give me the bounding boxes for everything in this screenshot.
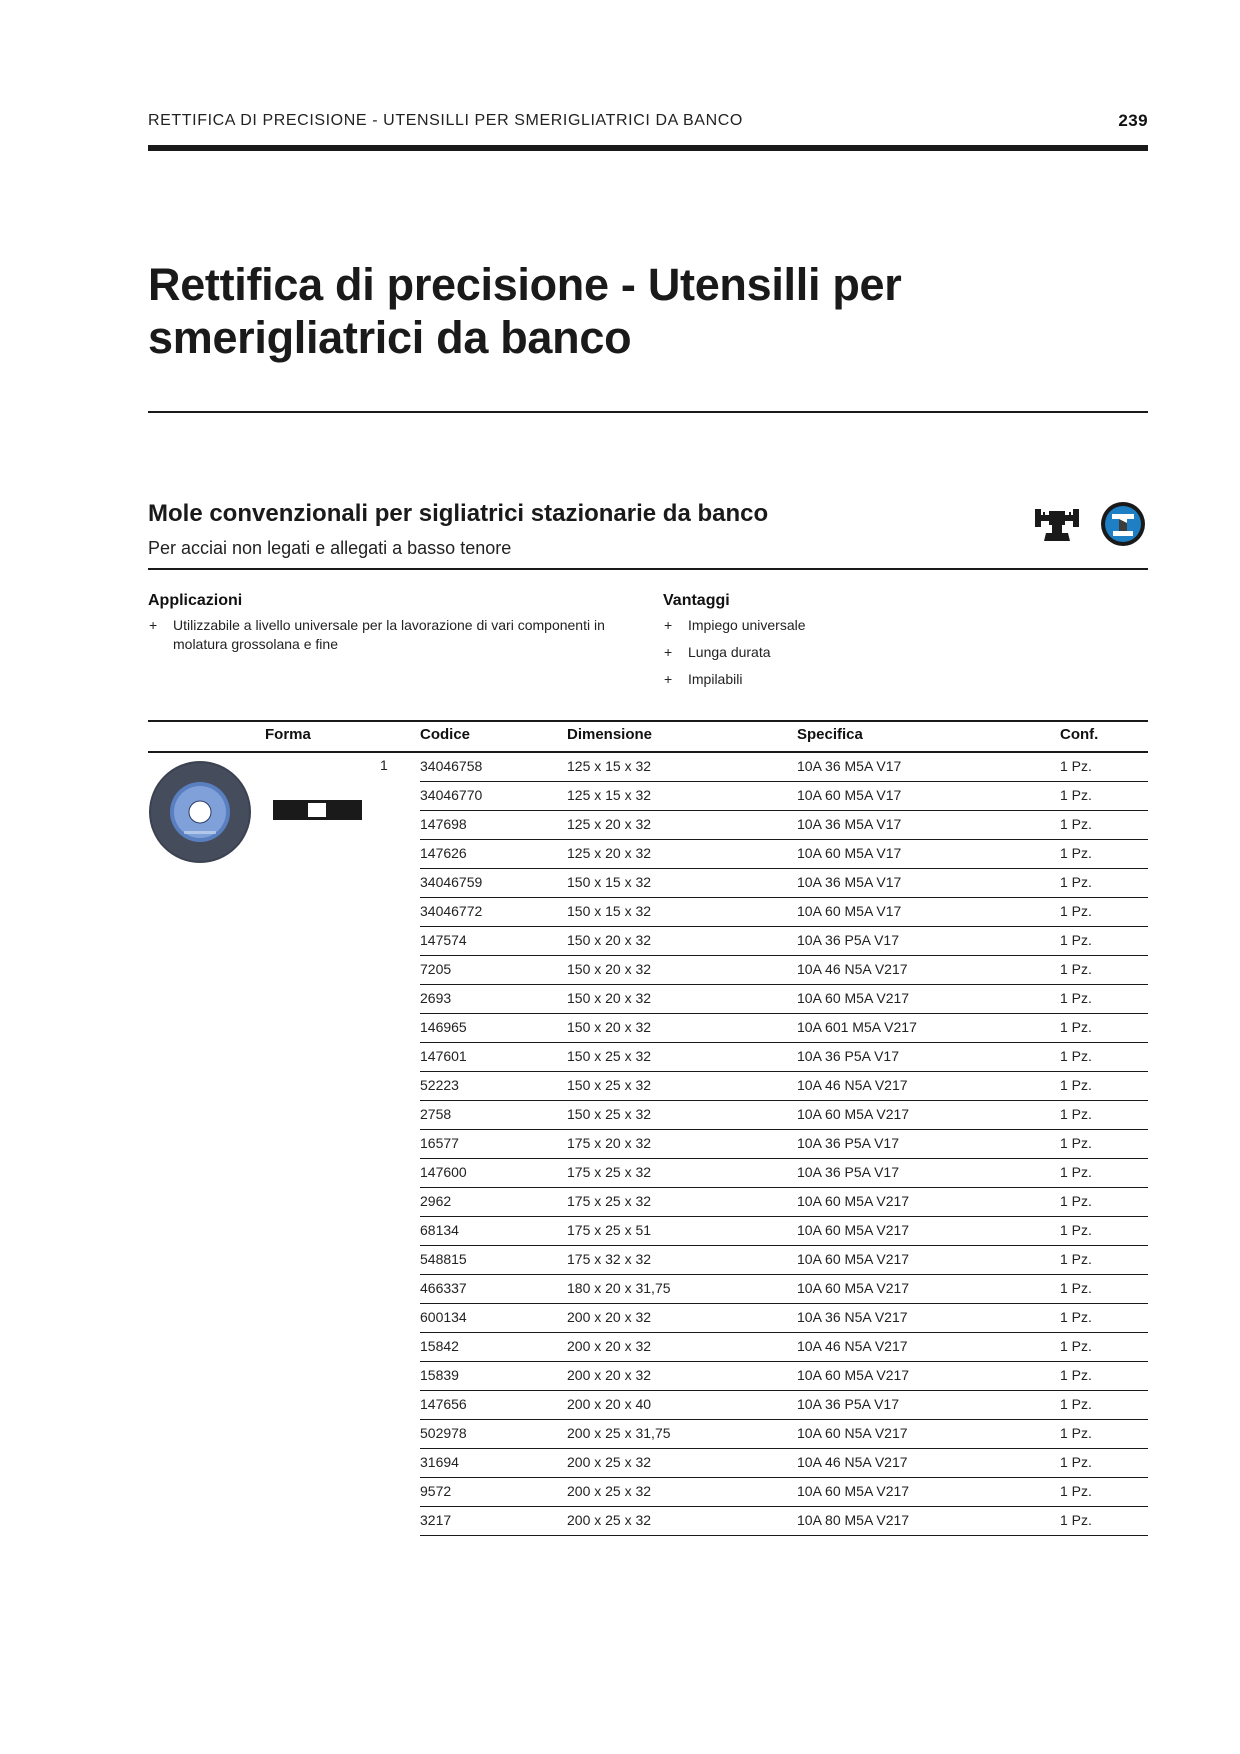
- cell-conf: 1 Pz.: [1060, 1338, 1092, 1354]
- cell-conf: 1 Pz.: [1060, 990, 1092, 1006]
- plus-icon: +: [664, 671, 673, 687]
- cell-codice: 147600: [420, 1164, 467, 1180]
- table-row: [420, 811, 1148, 840]
- cell-specifica: 10A 36 P5A V17: [797, 1135, 899, 1151]
- cell-dimensione: 150 x 20 x 32: [567, 932, 652, 948]
- cell-dimensione: 175 x 25 x 32: [567, 1164, 652, 1180]
- table-row: [420, 1420, 1148, 1449]
- cell-dimensione: 125 x 15 x 32: [567, 758, 652, 774]
- forma-number: 1: [380, 757, 388, 773]
- applicazioni-column: [148, 592, 638, 654]
- cell-conf: 1 Pz.: [1060, 903, 1092, 919]
- cell-specifica: 10A 60 M5A V17: [797, 845, 902, 861]
- table-row: [420, 840, 1148, 869]
- cell-codice: 16577: [420, 1135, 459, 1151]
- cell-dimensione: 150 x 25 x 32: [567, 1106, 652, 1122]
- table-row: [420, 1217, 1148, 1246]
- table-row: [420, 1014, 1148, 1043]
- cell-codice: 600134: [420, 1309, 467, 1325]
- plus-icon: +: [149, 617, 158, 633]
- cell-dimensione: 200 x 25 x 32: [567, 1483, 652, 1499]
- cell-conf: 1 Pz.: [1060, 1135, 1092, 1151]
- cell-dimensione: 200 x 25 x 32: [567, 1454, 652, 1470]
- bench-grinder-icon: [1034, 503, 1080, 543]
- cell-dimensione: 200 x 20 x 32: [567, 1367, 652, 1383]
- table-row: [420, 898, 1148, 927]
- cell-conf: 1 Pz.: [1060, 1193, 1092, 1209]
- cell-codice: 68134: [420, 1222, 459, 1238]
- cell-specifica: 10A 60 M5A V217: [797, 1222, 910, 1238]
- cell-conf: 1 Pz.: [1060, 1483, 1092, 1499]
- cell-codice: 147698: [420, 816, 467, 832]
- table-row: [420, 782, 1148, 811]
- cell-conf: 1 Pz.: [1060, 758, 1092, 774]
- running-header-title: RETTIFICA DI PRECISIONE - UTENSILLI PER SMERIGLIATRICI DA BANCO: [148, 112, 743, 129]
- cell-specifica: 10A 36 P5A V17: [797, 932, 899, 948]
- cell-specifica: 10A 36 M5A V17: [797, 758, 902, 774]
- cell-dimensione: 200 x 20 x 32: [567, 1309, 652, 1325]
- list-item-text: Impiego universale: [688, 617, 806, 633]
- header-codice: Codice: [420, 726, 471, 743]
- plus-icon: +: [664, 644, 673, 660]
- cell-codice: 34046758: [420, 758, 483, 774]
- cell-dimensione: 150 x 25 x 32: [567, 1077, 652, 1093]
- table-row: [420, 927, 1148, 956]
- cell-conf: 1 Pz.: [1060, 1367, 1092, 1383]
- header-specifica: Specifica: [797, 726, 863, 743]
- table-row: [420, 1130, 1148, 1159]
- table-row: [420, 1304, 1148, 1333]
- table-row: [420, 1449, 1148, 1478]
- cell-specifica: 10A 36 M5A V17: [797, 816, 902, 832]
- cell-conf: 1 Pz.: [1060, 1048, 1092, 1064]
- cell-specifica: 10A 36 N5A V217: [797, 1309, 908, 1325]
- cell-dimensione: 175 x 25 x 51: [567, 1222, 652, 1238]
- cell-codice: 466337: [420, 1280, 467, 1296]
- product-table-body: [420, 753, 1148, 1536]
- cell-specifica: 10A 46 N5A V217: [797, 961, 908, 977]
- cell-conf: 1 Pz.: [1060, 1425, 1092, 1441]
- cell-specifica: 10A 60 M5A V17: [797, 787, 902, 803]
- cell-codice: 52223: [420, 1077, 459, 1093]
- cell-dimensione: 200 x 20 x 32: [567, 1338, 652, 1354]
- table-top-rule: [148, 720, 1148, 722]
- cell-conf: 1 Pz.: [1060, 787, 1092, 803]
- cell-codice: 34046759: [420, 874, 483, 890]
- cell-dimensione: 125 x 20 x 32: [567, 816, 652, 832]
- list-item: [148, 616, 638, 654]
- cell-conf: 1 Pz.: [1060, 1222, 1092, 1238]
- cell-dimensione: 150 x 15 x 32: [567, 903, 652, 919]
- cell-codice: 147601: [420, 1048, 467, 1064]
- cell-conf: 1 Pz.: [1060, 1396, 1092, 1412]
- vantaggi-list: [663, 616, 1083, 689]
- cell-conf: 1 Pz.: [1060, 1019, 1092, 1035]
- cell-specifica: 10A 60 M5A V217: [797, 1106, 910, 1122]
- applicazioni-list: [148, 616, 638, 654]
- cell-codice: 15842: [420, 1338, 459, 1354]
- table-row: [420, 753, 1148, 782]
- cell-codice: 3217: [420, 1512, 452, 1528]
- section-rule: [148, 568, 1148, 570]
- table-row: [420, 869, 1148, 898]
- cell-dimensione: 200 x 25 x 31,75: [567, 1425, 671, 1441]
- cell-dimensione: 150 x 25 x 32: [567, 1048, 652, 1064]
- table-row: [420, 1478, 1148, 1507]
- table-row: [420, 1043, 1148, 1072]
- list-item: [663, 670, 1083, 689]
- cell-specifica: 10A 601 M5A V217: [797, 1019, 917, 1035]
- cell-codice: 147574: [420, 932, 467, 948]
- cell-specifica: 10A 80 M5A V217: [797, 1512, 910, 1528]
- cell-dimensione: 150 x 20 x 32: [567, 961, 652, 977]
- vantaggi-column: [663, 592, 1083, 697]
- cell-conf: 1 Pz.: [1060, 932, 1092, 948]
- cell-codice: 2758: [420, 1106, 452, 1122]
- cell-dimensione: 175 x 32 x 32: [567, 1251, 652, 1267]
- cell-specifica: 10A 46 N5A V217: [797, 1338, 908, 1354]
- vantaggi-heading: Vantaggi: [663, 592, 730, 609]
- cell-specifica: 10A 60 M5A V217: [797, 1367, 910, 1383]
- cell-dimensione: 150 x 20 x 32: [567, 990, 652, 1006]
- cell-dimensione: 175 x 20 x 32: [567, 1135, 652, 1151]
- cell-codice: 2693: [420, 990, 452, 1006]
- page-title: Rettifica di precisione - Utensilli per smerigliatrici da banco: [148, 259, 902, 363]
- cell-dimensione: 200 x 25 x 32: [567, 1512, 652, 1528]
- cell-dimensione: 175 x 25 x 32: [567, 1193, 652, 1209]
- cell-conf: 1 Pz.: [1060, 1454, 1092, 1470]
- cell-specifica: 10A 60 M5A V217: [797, 1251, 910, 1267]
- header-rule: [148, 145, 1148, 151]
- cell-specifica: 10A 60 M5A V17: [797, 903, 902, 919]
- list-item-text: Lunga durata: [688, 644, 771, 660]
- cell-conf: 1 Pz.: [1060, 1309, 1092, 1325]
- cell-specifica: 10A 36 P5A V17: [797, 1048, 899, 1064]
- cell-specifica: 10A 36 M5A V17: [797, 874, 902, 890]
- cell-codice: 2962: [420, 1193, 452, 1209]
- cell-codice: 15839: [420, 1367, 459, 1383]
- table-row: [420, 1101, 1148, 1130]
- table-row: [420, 1275, 1148, 1304]
- list-item-text: Utilizzabile a livello universale per la lavorazione di vari componenti in molatura grossolana e fine: [173, 617, 605, 652]
- table-row: [420, 1333, 1148, 1362]
- table-header: [148, 726, 1148, 752]
- table-row: [420, 1188, 1148, 1217]
- cell-conf: 1 Pz.: [1060, 1106, 1092, 1122]
- table-row: [420, 1391, 1148, 1420]
- list-item: [663, 616, 1083, 635]
- cell-conf: 1 Pz.: [1060, 1077, 1092, 1093]
- cell-dimensione: 180 x 20 x 31,75: [567, 1280, 671, 1296]
- cell-specifica: 10A 60 M5A V217: [797, 990, 910, 1006]
- running-header: [148, 112, 1148, 136]
- table-row: [420, 956, 1148, 985]
- cell-codice: 7205: [420, 961, 452, 977]
- cell-conf: 1 Pz.: [1060, 1251, 1092, 1267]
- cell-dimensione: 200 x 20 x 40: [567, 1396, 652, 1412]
- cell-specifica: 10A 46 N5A V217: [797, 1454, 908, 1470]
- header-dimensione: Dimensione: [567, 726, 653, 743]
- table-row: [420, 985, 1148, 1014]
- cell-specifica: 10A 60 N5A V217: [797, 1425, 908, 1441]
- cell-specifica: 10A 36 P5A V17: [797, 1164, 899, 1180]
- page-number: 239: [1118, 111, 1148, 130]
- cell-specifica: 10A 36 P5A V17: [797, 1396, 899, 1412]
- cell-dimensione: 150 x 15 x 32: [567, 874, 652, 890]
- header-forma: Forma: [265, 726, 311, 743]
- cell-specifica: 10A 46 N5A V217: [797, 1077, 908, 1093]
- cell-conf: 1 Pz.: [1060, 1280, 1092, 1296]
- cell-conf: 1 Pz.: [1060, 816, 1092, 832]
- cell-codice: 147626: [420, 845, 467, 861]
- wheel-profile-icon: [273, 800, 362, 820]
- cell-dimensione: 150 x 20 x 32: [567, 1019, 652, 1035]
- cell-codice: 31694: [420, 1454, 459, 1470]
- header-conf: Conf.: [1060, 726, 1099, 743]
- list-item: [663, 643, 1083, 662]
- table-row: [420, 1159, 1148, 1188]
- applicazioni-heading: Applicazioni: [148, 592, 243, 609]
- cell-conf: 1 Pz.: [1060, 1164, 1092, 1180]
- cell-codice: 34046772: [420, 903, 483, 919]
- table-row: [420, 1507, 1148, 1536]
- grinding-wheel-image: [148, 760, 252, 864]
- title-rule: [148, 411, 1148, 413]
- cell-conf: 1 Pz.: [1060, 845, 1092, 861]
- cell-codice: 34046770: [420, 787, 483, 803]
- section-subtitle: Per acciai non legati e allegati a basso tenore: [148, 538, 512, 558]
- section-title: Mole convenzionali per sigliatrici stazionarie da banco: [148, 500, 769, 527]
- cell-specifica: 10A 60 M5A V217: [797, 1193, 910, 1209]
- cell-dimensione: 125 x 20 x 32: [567, 845, 652, 861]
- cell-conf: 1 Pz.: [1060, 874, 1092, 890]
- cell-specifica: 10A 60 M5A V217: [797, 1280, 910, 1296]
- brand-logo-icon: [1100, 501, 1146, 547]
- cell-codice: 146965: [420, 1019, 467, 1035]
- list-item-text: Impilabili: [688, 671, 743, 687]
- table-row: [420, 1072, 1148, 1101]
- cell-specifica: 10A 60 M5A V217: [797, 1483, 910, 1499]
- cell-codice: 502978: [420, 1425, 467, 1441]
- cell-codice: 9572: [420, 1483, 452, 1499]
- plus-icon: +: [664, 617, 673, 633]
- cell-codice: 147656: [420, 1396, 467, 1412]
- table-row: [420, 1362, 1148, 1391]
- cell-conf: 1 Pz.: [1060, 1512, 1092, 1528]
- cell-dimensione: 125 x 15 x 32: [567, 787, 652, 803]
- cell-conf: 1 Pz.: [1060, 961, 1092, 977]
- table-row: [420, 1246, 1148, 1275]
- cell-codice: 548815: [420, 1251, 467, 1267]
